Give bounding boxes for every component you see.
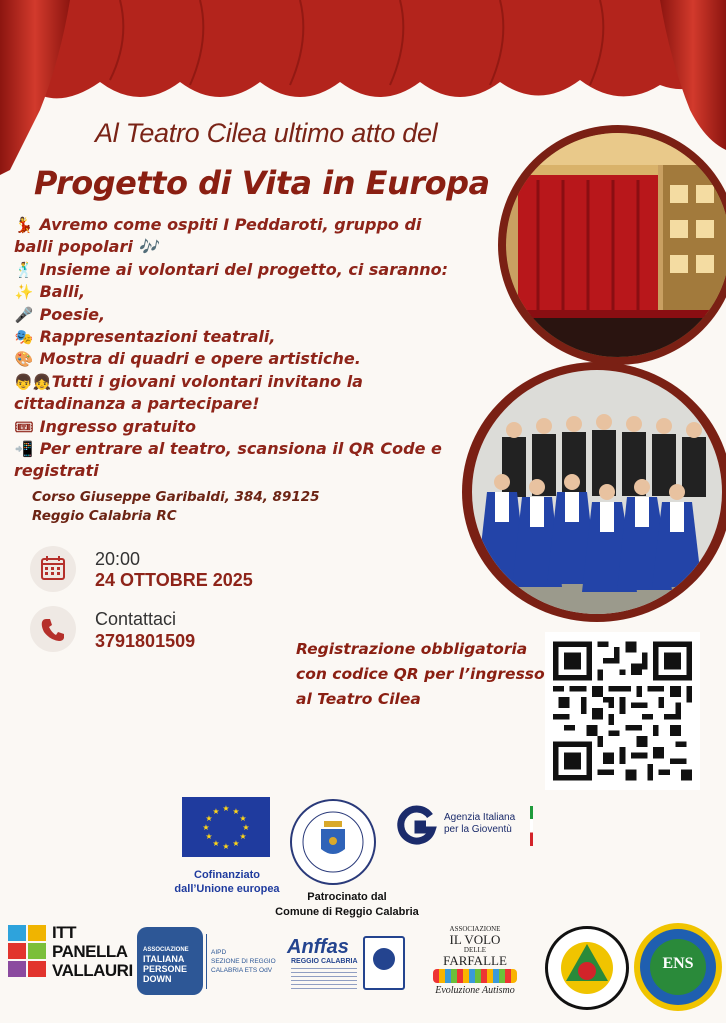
list-item: 👦👧 Tutti i giovani volontari invitano la (14, 371, 484, 393)
event-title: Progetto di Vita in Europa (34, 164, 490, 202)
svg-text:★: ★ (239, 814, 247, 823)
svg-text:★: ★ (205, 832, 213, 841)
list-item: 🎭 Rappresentazioni teatrali, (14, 326, 484, 348)
aipd-section-text: AIPD SEZIONE DI REGGIO CALABRIA ETS OdV (211, 949, 276, 974)
theater-photo (498, 125, 726, 365)
man-dancing-icon: 🕺 (14, 260, 34, 279)
phone-arrow-icon: 📲 (14, 440, 34, 459)
patronage-text: Patrocinato dal Comune di Reggio Calabria (275, 891, 419, 918)
list-item: registrati (14, 461, 99, 481)
calendar-icon (30, 546, 76, 592)
comune-seal-logo (290, 799, 376, 885)
svg-text:★: ★ (212, 807, 220, 816)
sparkles-icon: ✨ (14, 283, 34, 302)
aipd-logo: ASSOCIAZIONE ITALIANA PERSONE DOWN (137, 927, 203, 995)
list-item: cittadinanza a partecipare! (14, 394, 260, 414)
ticket-icon: 🎟 (14, 417, 34, 436)
event-subtitle: Al Teatro Cilea ultimo atto del (95, 118, 438, 148)
list-item: 🎟 Ingresso gratuito (14, 416, 484, 438)
registration-note: Registrazione obbligatoria con codice QR per l’ingresso al Teatro Cilea (296, 640, 545, 708)
svg-text:★: ★ (232, 807, 240, 816)
dancer-icon: 💃 (14, 216, 34, 234)
contact-phone[interactable]: 3791801509 (95, 631, 196, 651)
venue-address: Corso Giuseppe Garibaldi, 384, 89125 Reggio Calabria RC (32, 489, 320, 524)
svg-text:★: ★ (212, 839, 220, 848)
list-item: 💃 Avremo come ospiti I Peddaroti, gruppo di (14, 214, 484, 236)
divider (206, 934, 207, 989)
event-time: 20:00 (95, 549, 141, 569)
list-item: 📲 Per entrare al teatro, scansiona il QR Code e (14, 438, 484, 460)
eu-flag-logo (182, 797, 270, 857)
eu-cofunding-text: Cofinanziato dall’Unione europea (174, 869, 280, 895)
svg-text:★: ★ (239, 832, 247, 841)
svg-text:★: ★ (222, 842, 230, 851)
list-item: 🕺 Insieme ai volontari del progetto, ci saranno: (14, 259, 484, 281)
svg-text:★: ★ (242, 823, 250, 832)
folk-group-photo (462, 362, 726, 622)
agenzia-gioventu-logo: Agenzia Italiana per la Gioventù (394, 804, 544, 848)
svg-text:★: ★ (202, 823, 210, 832)
program-list (14, 214, 484, 483)
ens-logo: ENS (634, 923, 722, 1011)
people-icon: 👦👧 (14, 372, 52, 391)
peddaroti-seal-logo (545, 926, 629, 1010)
list-item: ✨ Balli, (14, 281, 484, 303)
anffas-logo: Anffas REGGIO CALABRIA (287, 936, 407, 992)
svg-text:★: ★ (205, 814, 213, 823)
qr-code[interactable] (545, 632, 700, 790)
event-date: 24 OTTOBRE 2025 (95, 570, 253, 590)
svg-text:★: ★ (232, 839, 240, 848)
farfalle-logo: ASSOCIAZIONE IL VOLO DELLE FARFALLE Evoluzione Autismo (423, 925, 527, 997)
microphone-icon: 🎤 (14, 305, 34, 324)
itt-panella-vallauri-logo: ITT PANELLA VALLAURI (8, 923, 128, 983)
phone-icon (30, 606, 76, 652)
contact-label: Contattaci (95, 609, 177, 629)
palette-icon: 🎨 (14, 350, 34, 369)
svg-text:★: ★ (222, 804, 230, 813)
theater-masks-icon: 🎭 (14, 328, 34, 347)
list-item: 🎤 Poesie, (14, 304, 484, 326)
list-item: balli popolari 🎶 (14, 237, 159, 257)
list-item: 🎨 Mostra di quadri e opere artistiche. (14, 348, 484, 370)
